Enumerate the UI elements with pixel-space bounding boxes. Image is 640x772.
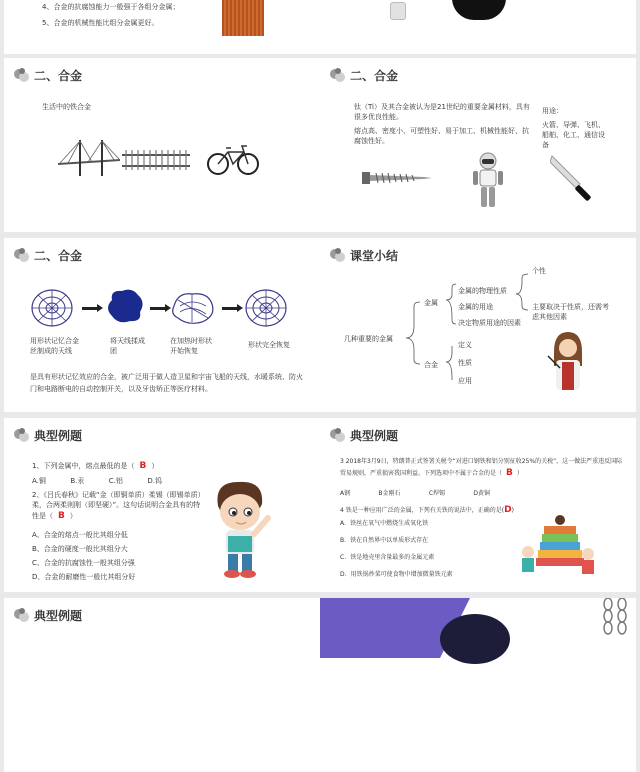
slide-title: 二、合金: [34, 68, 83, 83]
node-definition: 定义: [458, 341, 472, 349]
node-depends-on-properties: 主要取决于性质，还需考虑其他因素: [532, 303, 609, 322]
screw-image: [362, 166, 432, 188]
step-arrow: [150, 307, 166, 310]
slide-alloy-properties[interactable]: [4, 0, 320, 54]
titanium-intro: 钛（Ti）及其合金被认为是21世纪的重要金属材料，具有很多优良性能。: [354, 103, 530, 122]
slide-title-bar: [12, 66, 82, 84]
step-caption-3: 在加热时形状开始恢复: [170, 337, 212, 356]
slide-title-bar: [12, 246, 82, 264]
crumpled-antenna-image: [106, 286, 146, 326]
slide-title: 典型例题: [34, 428, 83, 443]
puzzle-logo-icon: [12, 246, 30, 264]
answer-4: D: [504, 505, 512, 515]
robot-image: [470, 152, 506, 210]
teacher-image: [546, 330, 590, 390]
titanium-properties: 熔点高、密度小、可塑性好、易于加工、机械性能好、抗腐蚀性好。: [354, 127, 529, 146]
dark-circle-shape: [440, 614, 510, 664]
q4-option-d: D．用铁锅炒菜可使食物中增加微量铁元素: [340, 571, 453, 578]
slide-titanium[interactable]: [320, 58, 636, 232]
step-caption-2: 将天线揉成团: [110, 337, 145, 356]
puzzle-logo-icon: [328, 426, 346, 444]
answer-3: B: [506, 467, 513, 478]
question-3: 3 2018年3月9日，特朗普正式签署关税令“对进口钢铁和铝分别征收25%的关税”，这一做法严重违反国际贸易规则，严重损害我国利益。下列选项中不属于合金的是（ B ）: [340, 458, 623, 478]
q4-option-a: A．铁丝在氧气中燃烧生成氧化铁: [340, 520, 429, 527]
cartoon-boy-image: [206, 476, 276, 580]
step-caption-4: 形状完全恢复: [248, 341, 290, 349]
node-application: 应用: [458, 377, 472, 385]
question-3-options: A钢 B金刚石 C焊锡 D黄铜: [340, 490, 490, 497]
answer-1: B: [139, 461, 147, 471]
knife-image: [550, 154, 600, 204]
black-object-image: [452, 0, 506, 20]
slide-examples-3[interactable]: [4, 598, 320, 772]
memory-alloy-description: 是具有形状记忆效应的合金，被广泛用于做人造卫星和宇宙飞船的天线，水暖系统、防火门和电路断电的自动控制开关，以及牙齿矫正等医疗材料。: [30, 373, 303, 393]
slide-previous-right[interactable]: [320, 0, 636, 54]
node-metal: 金属: [424, 299, 438, 307]
step-caption-1: 用形状记忆合金丝制成的天线: [30, 337, 79, 356]
slide-title-bar: [328, 426, 398, 444]
antenna-dish-image: [30, 286, 74, 330]
slide-title-bar: [12, 426, 82, 444]
summary-root: 几种重要的金属: [344, 335, 393, 343]
recovered-antenna-image: [244, 286, 288, 330]
slide-title: 典型例题: [34, 608, 83, 623]
caption: 生活中的铁合金: [42, 103, 91, 111]
puzzle-logo-icon: [12, 426, 30, 444]
puzzle-logo-icon: [12, 606, 30, 624]
slide-examples-2[interactable]: [320, 418, 636, 592]
metal-sheet-image: [222, 0, 264, 36]
slide-examples-1[interactable]: [4, 418, 320, 592]
step-arrow: [222, 307, 238, 310]
q4-option-c: C．铁是地壳里含量最多的金属元素: [340, 554, 435, 561]
q2-option-b: B、合金的硬度一般比其组分大: [32, 545, 128, 553]
puzzle-logo-icon: [328, 66, 346, 84]
node-physical-properties: 金属的物理性质: [458, 287, 507, 295]
question-1-options: A.铜 B.汞 C.铝 D.钨: [32, 477, 162, 485]
slide-title: 典型例题: [350, 428, 399, 443]
slide-title: 二、合金: [34, 248, 83, 263]
question-1: 1、下列金属中，熔点最低的是（ B ）: [32, 461, 159, 471]
question-2: 2、《吕氏春秋》记载“金（即铜单质）柔锡（即锡单质）柔，合两柔则刚（即坚硬）”。这句话说明合金具有的特性是（ B ）: [32, 491, 202, 522]
answer-2: B: [58, 511, 65, 522]
iron-fence-image: [122, 150, 190, 170]
puzzle-logo-icon: [12, 66, 30, 84]
slide-title-bar: [328, 66, 398, 84]
node-factors: 决定物质用途的因素: [458, 319, 521, 327]
recovering-antenna-image: [170, 288, 216, 328]
property-line-4: 4、合金的抗腐蚀能力一般强于各组分金属；: [42, 3, 180, 11]
uses-label: 用途：: [542, 107, 563, 115]
property-line-5: 5、合金的机械性能比组分金属更好。: [42, 19, 159, 27]
step-arrow: [82, 307, 98, 310]
metal-block-image: [390, 2, 406, 20]
kids-reading-books-image: [520, 514, 596, 578]
q4-option-b: B．铁在自然界中以单质形式存在: [340, 537, 429, 544]
uses-list: 火箭、导弹、飞机、船舶、化工、通信设备: [542, 121, 605, 150]
chain-decoration: [600, 598, 630, 640]
node-properties: 性质: [458, 359, 472, 367]
slide-closing[interactable]: [320, 598, 636, 772]
slide-title-bar: [12, 606, 82, 624]
node-individuality: 个性: [532, 267, 546, 275]
question-4: 4 铁是一种应用广泛的金属，下列有关铁的说法中，正确的是(D): [340, 505, 514, 515]
bridge-image: [58, 138, 120, 178]
slide-iron-alloy[interactable]: [4, 58, 320, 232]
node-uses: 金属的用途: [458, 303, 493, 311]
q2-option-d: D、合金的耐磨性一般比其组分好: [32, 573, 136, 581]
slide-title: 课堂小结: [350, 248, 399, 263]
node-alloy: 合金: [424, 361, 438, 369]
bicycle-image: [206, 142, 260, 176]
slide-title: 二、合金: [350, 68, 399, 83]
slide-summary[interactable]: [320, 238, 636, 412]
q2-option-a: A、合金的熔点一般比其组分低: [32, 531, 128, 539]
slide-memory-alloy[interactable]: [4, 238, 320, 412]
q2-option-c: C、合金的抗腐蚀性一般其组分强: [32, 559, 135, 567]
